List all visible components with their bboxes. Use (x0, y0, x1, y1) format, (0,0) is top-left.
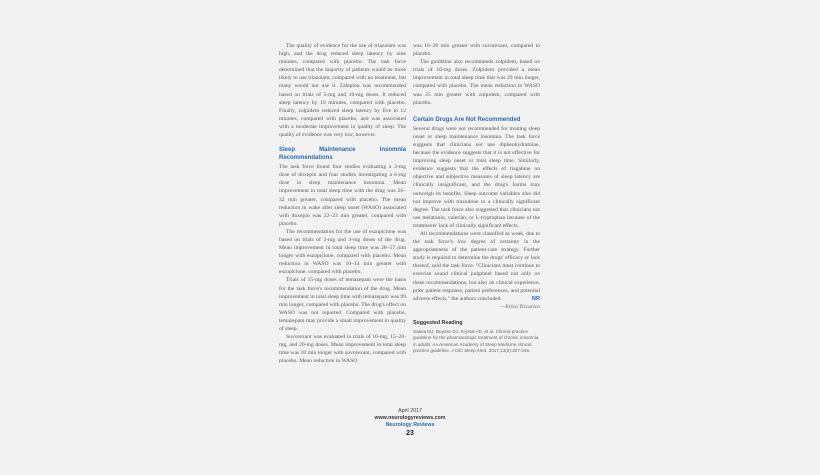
section-heading: Sleep Maintenance Insomnia Recommendations (279, 147, 406, 162)
paragraph (413, 230, 540, 303)
paragraph: Several drugs were not recommended for treating sleep onset or sleep maintenance insomnia. The task force suggests that clinicians not use diphenhydramine, because the evidence suggests that it is not effective for improving sleep onset or total sleep time. Similarly, evidence suggests that the effects of tiagabine on objective and subjective measures of sleep latency are clinically insignificant, and the drug's harms may outweigh its benefits. Sleep outcome variables also did not improve with trazodone to a clinically significant degree. The task force also suggested that clinicians not use melatonin, valerian, or L-tryptophan because of the treatments' lack of clinically significant effects. (413, 125, 540, 229)
website-url: www.neurologyreviews.com (374, 415, 446, 421)
paragraph: was 16–28 min greater with suvorexant, compared to placebo. (413, 43, 540, 58)
paragraph: The recommendation for the use of eszopiclone was based on trials of 2-mg and 3-mg doses of the drug. Mean improvement in total sleep time was 28–57 min longer with eszopiclone, compared with placebo. Mean reduction in WASO was 10–14 min greater with eszopiclone, compared with placebo. (279, 228, 406, 276)
issue-date: April 2017 (398, 408, 422, 414)
author-signature: —Erica Tricarico (500, 303, 540, 310)
suggested-reading-heading: Suggested Reading (413, 319, 463, 326)
paragraph: Trials of 15-mg doses of temazepam were the basis for the task force's recommendation of the drug. Mean improvement in total sleep time with temazepam was 99 min longer, compared with placebo. The drug's effect on WASO was not reported. Compared with placebo, temazepam may provide a small improvement in quality of sleep. (279, 277, 406, 332)
nr-end-mark: NR (531, 295, 540, 302)
right-column (413, 42, 540, 355)
citation-volume: 2017;13(2):307-349. (487, 348, 531, 354)
page-footer (0, 408, 820, 438)
suggested-reading-citation (413, 329, 540, 355)
citation-text: Sateia MJ, Buysse DJ, Krystal AD, et al. Clinical practice guideline for the pharmacologic treatment of chronic insomnia in adults: An American Academy of Sleep Medicine clinical practice guideline. (413, 329, 539, 354)
paragraph: The task force found four studies evaluating a 3-mg dose of doxepin and four studies investigating a 6-mg dose in sleep maintenance insomnia. Mean improvement in total sleep time with the drug was 26–32 min greater, compared with placebo. The mean reduction in wake after sleep onset (WASO) associated with doxepin was 22–23 min greater, compared with placebo. (279, 164, 406, 227)
left-column (279, 42, 406, 365)
paragraph: The quality of evidence for the use of triazolam was high, and the drug reduced sleep latency by nine minutes, compared with placebo. The task force determined that the majority of patients would be more likely to use triazolam, compared with no treatment, but many would not use it. Zaleplon was recommended based on trials of 5-mg and 10-mg doses. It reduced sleep latency by 10 minutes, compared with placebo. Finally, zolpidem reduced sleep latency by five to 12 minutes, compared with placebo, and was associated with a moderate improvement in quality of sleep. The quality of evidence was very low, however. (279, 43, 406, 139)
page-number: 23 (406, 430, 414, 437)
paragraph-text: All recommendations were classified as weak, due to the task force's low degree of certainty in the appropriateness of the patient-care strategy. Further study is required to determine the drugs' efficacy or lack thereof, said the task force. "Clinicians must continue to exercise sound clinical judgment based not only on these recommendations, but also on clinical experience, prior patient response, patient preferences, and potential adverse effects," the authors concluded. (413, 230, 540, 302)
journal-name: Neurology Reviews (385, 422, 435, 428)
paragraph: The guideline also recommends zolpidem, based on trials of 10-mg doses. Zolpidem provided a mean improvement in total sleep time that was 29 min longer, compared with placebo. The mean reduction in WASO was 25 min greater with zolpidem, compared with placebo. (413, 59, 540, 106)
section-heading: Certain Drugs Are Not Recommended (413, 116, 521, 123)
citation-journal: J Clin Sleep Med. (451, 348, 488, 354)
paragraph: Suvorexant was evaluated in trials of 10-mg, 15–20-mg, and 20-mg doses. Mean improvement in total sleep time was 10 min longer with suvorexant, compared with placebo. Mean reduction in WASO (279, 334, 406, 365)
